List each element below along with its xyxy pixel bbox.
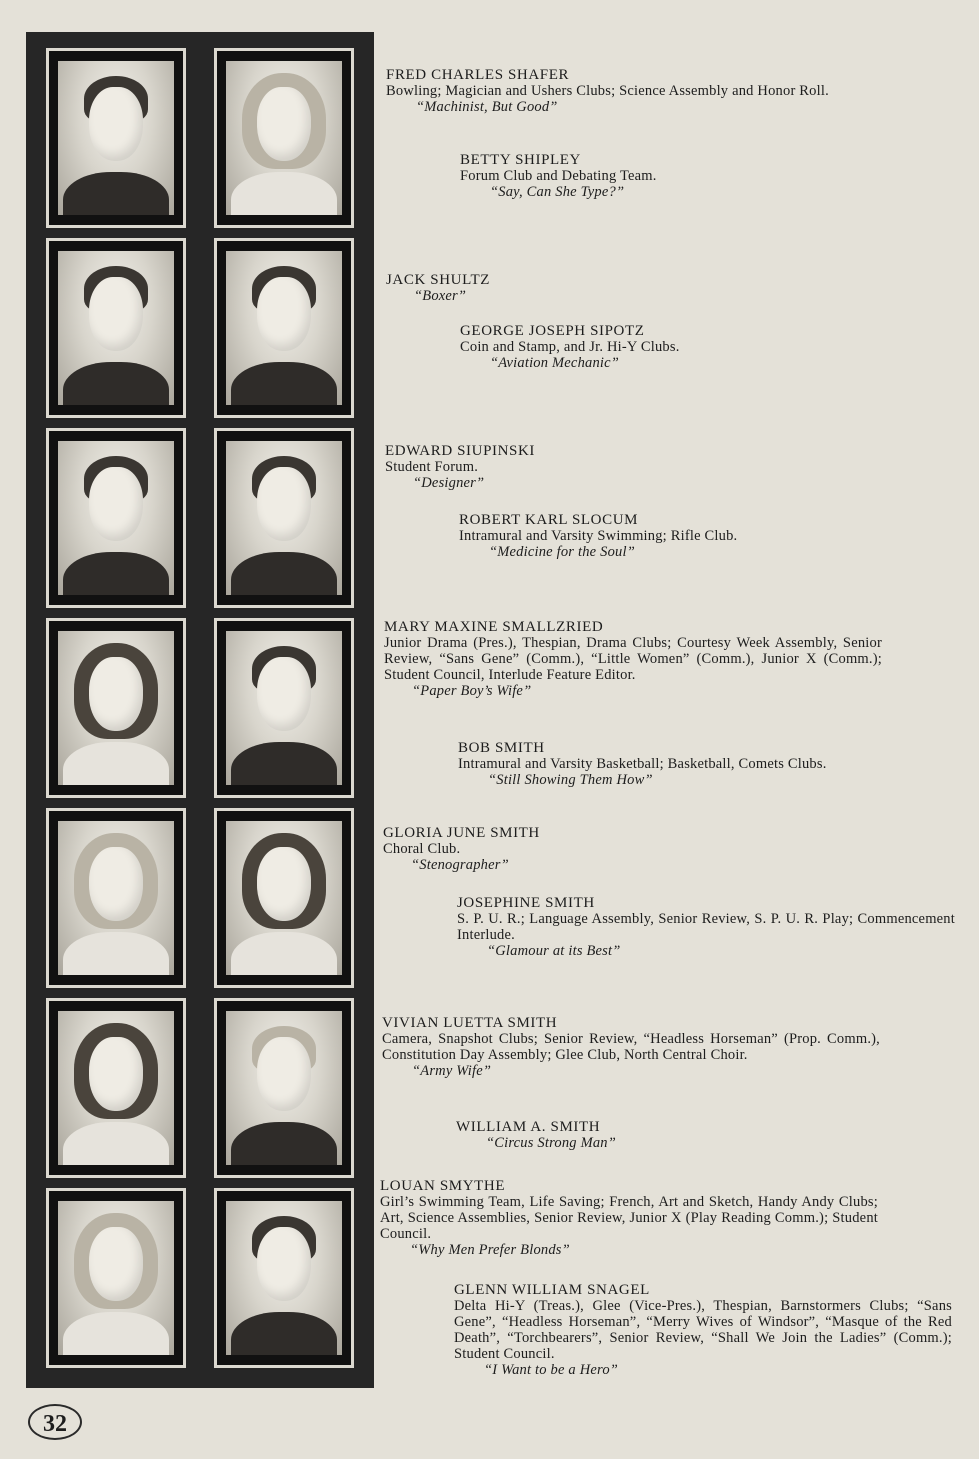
student-name: WILLIAM A. SMITH [456, 1119, 601, 1135]
photo-frame [214, 618, 354, 798]
student-quote: “Still Showing Them How” [488, 772, 653, 788]
photo-frame [46, 428, 186, 608]
student-entry [382, 1015, 880, 1079]
student-quote: “Aviation Mechanic” [490, 355, 620, 371]
student-quote: “Paper Boy’s Wife” [412, 683, 532, 699]
photo-frame [214, 48, 354, 228]
photo-frame [214, 998, 354, 1178]
student-entry [460, 323, 880, 371]
student-name: GLENN WILLIAM SNAGEL [454, 1282, 650, 1298]
student-entry [457, 895, 955, 959]
student-activities: Student Forum. [385, 459, 479, 475]
photo-panel [26, 32, 374, 1388]
student-activities: Delta Hi-Y (Treas.), Glee (Vice-Pres.), Thespian, Barnstormers Clubs; “Sans Gene”, “Headless Horseman”, “Merry Wives of Windsor”, “Masque of the Red Death”, “Torchbearers”, Senior Review, “Shall We Join the Ladies” (Comm.); Student Council. [454, 1298, 952, 1362]
photo-frame [46, 1188, 186, 1368]
student-name: BOB SMITH [458, 740, 545, 756]
photo-frame [46, 238, 186, 418]
student-activities: Forum Club and Debating Team. [460, 168, 657, 184]
student-entry [386, 67, 884, 115]
page-number: 32 [28, 1404, 82, 1440]
student-activities: Choral Club. [383, 841, 461, 857]
photo-frame [214, 1188, 354, 1368]
photo-frame [46, 48, 186, 228]
student-quote: “Say, Can She Type?” [490, 184, 625, 200]
student-entry [454, 1282, 952, 1378]
student-name: MARY MAXINE SMALLZRIED [384, 619, 604, 635]
student-activities: S. P. U. R.; Language Assembly, Senior Review, S. P. U. R. Play; Commencement Interlude. [457, 911, 955, 943]
student-name: LOUAN SMYTHE [380, 1178, 506, 1194]
student-name: ROBERT KARL SLOCUM [459, 512, 639, 528]
student-entry [459, 512, 879, 560]
student-entry [383, 825, 881, 873]
student-activities: Intramural and Varsity Basketball; Basketball, Comets Clubs. [458, 756, 827, 772]
student-activities: Coin and Stamp, and Jr. Hi-Y Clubs. [460, 339, 680, 355]
student-quote: “Glamour at its Best” [487, 943, 621, 959]
student-name: EDWARD SIUPINSKI [385, 443, 536, 459]
photo-frame [46, 618, 186, 798]
student-quote: “Why Men Prefer Blonds” [410, 1242, 570, 1258]
student-entry [385, 443, 883, 491]
student-entry [384, 619, 882, 699]
photo-frame [46, 998, 186, 1178]
student-entry [460, 152, 880, 200]
student-quote: “Medicine for the Soul” [489, 544, 635, 560]
student-entry [458, 740, 948, 788]
student-activities: Bowling; Magician and Ushers Clubs; Science Assembly and Honor Roll. [386, 83, 829, 99]
student-name: BETTY SHIPLEY [460, 152, 581, 168]
student-entry [456, 1119, 876, 1151]
student-activities: Girl’s Swimming Team, Life Saving; French, Art and Sketch, Handy Andy Clubs; Art, Science Assemblies, Senior Review, Junior X (Play Reading Comm.); Student Council. [380, 1194, 878, 1242]
photo-frame [46, 808, 186, 988]
student-quote: “Circus Strong Man” [486, 1135, 617, 1151]
student-name: GEORGE JOSEPH SIPOTZ [460, 323, 645, 339]
student-activities: Camera, Snapshot Clubs; Senior Review, “Headless Horseman” (Prop. Comm.), Constitution Day Assembly; Glee Club, North Central Choir. [382, 1031, 880, 1063]
student-activities: Intramural and Varsity Swimming; Rifle Club. [459, 528, 738, 544]
student-entry [386, 272, 884, 304]
photo-frame [214, 238, 354, 418]
student-quote: “Boxer” [414, 288, 467, 304]
student-name: GLORIA JUNE SMITH [383, 825, 540, 841]
student-quote: “Designer” [413, 475, 485, 491]
student-quote: “I Want to be a Hero” [484, 1362, 619, 1378]
student-name: JACK SHULTZ [386, 272, 490, 288]
student-entry [380, 1178, 878, 1258]
student-name: VIVIAN LUETTA SMITH [382, 1015, 558, 1031]
student-quote: “Army Wife” [412, 1063, 492, 1079]
student-quote: “Machinist, But Good” [416, 99, 558, 115]
student-quote: “Stenographer” [411, 857, 509, 873]
student-name: JOSEPHINE SMITH [457, 895, 595, 911]
photo-frame [214, 808, 354, 988]
photo-frame [214, 428, 354, 608]
student-activities: Junior Drama (Pres.), Thespian, Drama Clubs; Courtesy Week Assembly, Senior Review, “Sans Gene” (Comm.), “Little Women” (Comm.), Junior X (Comm.); Student Council, Interlude Feature Editor. [384, 635, 882, 683]
student-name: FRED CHARLES SHAFER [386, 67, 570, 83]
